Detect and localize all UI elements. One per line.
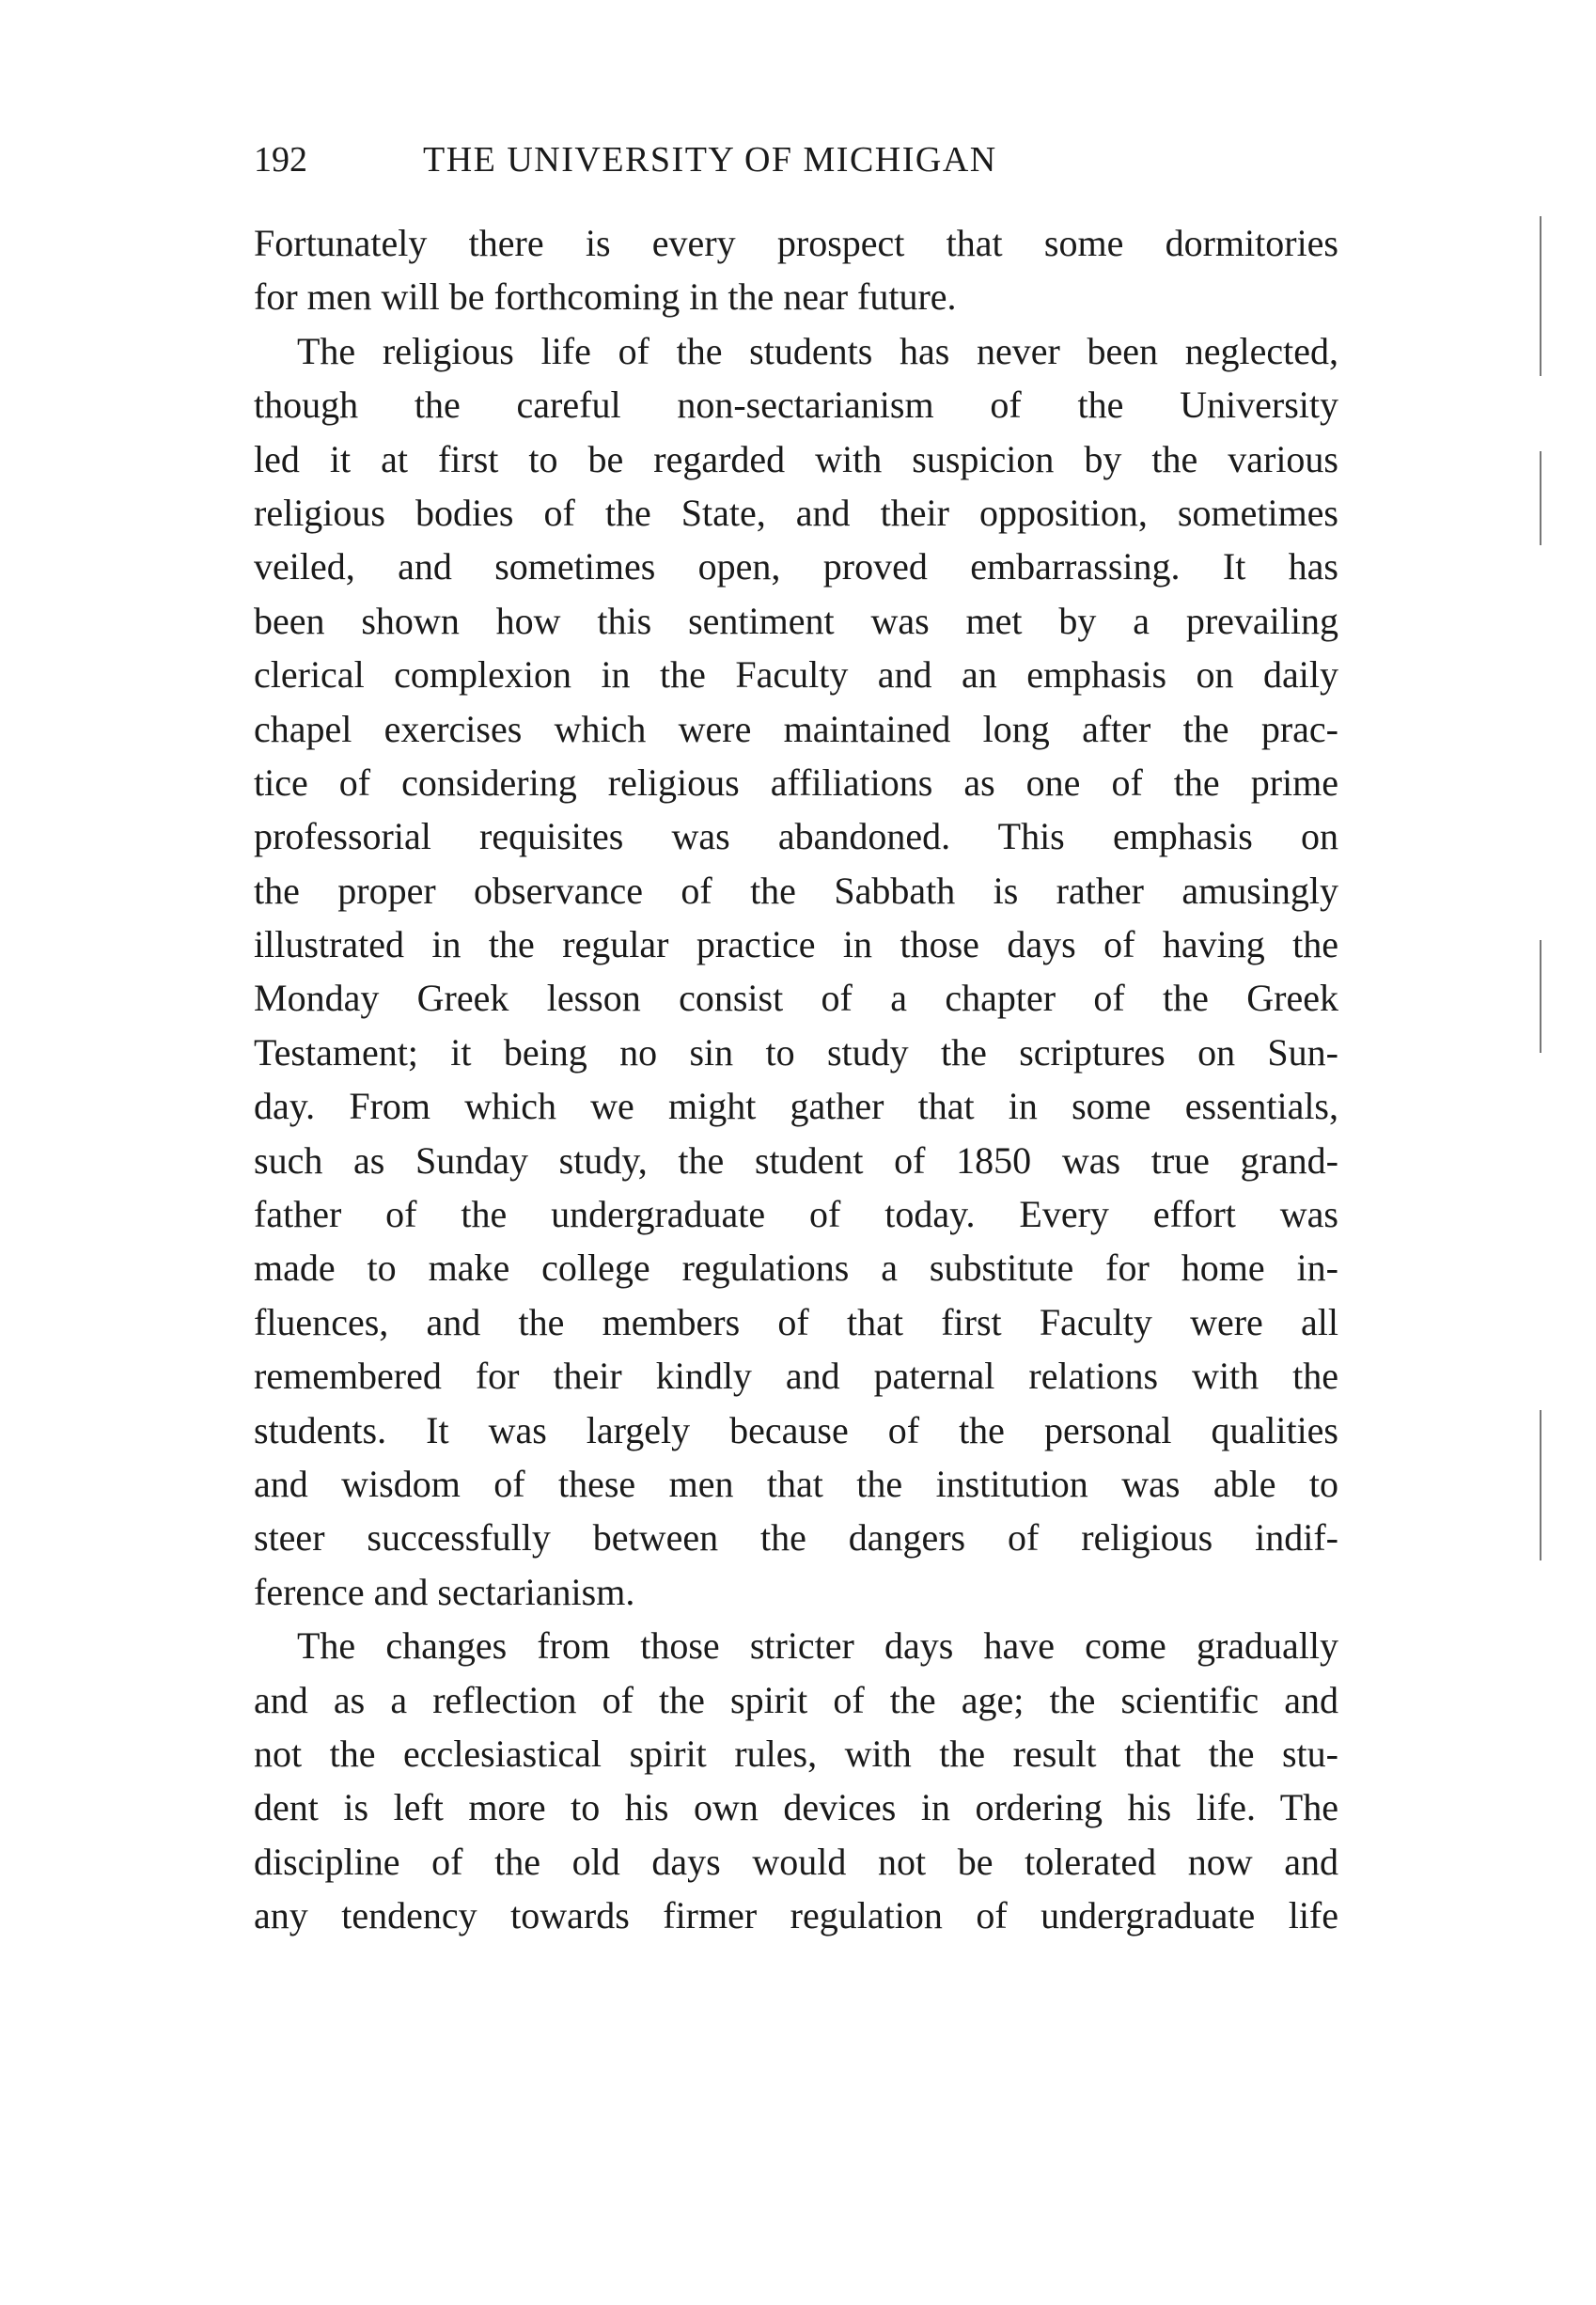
text-line: veiled, and sometimes open, proved embarrassing. It has (254, 545, 1338, 588)
text-line: clerical complexion in the Faculty and an emphasis on daily (254, 653, 1338, 697)
page-number: 192 (254, 140, 307, 180)
text-line: been shown how this sentiment was met by a prevailing (254, 599, 1338, 642)
text-line: and wisdom of these men that the institution was able to (254, 1462, 1338, 1505)
text-line: illustrated in the regular practice in those days of having the (254, 923, 1338, 966)
text-line: Fortunately there is every prospect that some dormitories (254, 222, 1338, 264)
text-line: dent is left more to his own devices in ordering his life. The (254, 1786, 1338, 1829)
text-line: steer successfully between the dangers of religious indif- (254, 1516, 1338, 1560)
text-line: The changes from those stricter days have come gradually (297, 1624, 1338, 1668)
running-header (254, 139, 1338, 186)
page-edge-shadow (1540, 940, 1541, 1053)
text-line: made to make college regulations a substitute for home in- (254, 1247, 1338, 1290)
text-line: chapel exercises which were maintained long after the prac- (254, 707, 1338, 750)
text-line: remembered for their kindly and paternal relations with the (254, 1355, 1338, 1398)
text-line: professorial requisites was abandoned. This emphasis on (254, 815, 1338, 858)
page-edge-shadow (1540, 216, 1541, 376)
text-line: such as Sunday study, the student of 1850 was true grand- (254, 1138, 1338, 1182)
page-edge-shadow (1540, 451, 1541, 545)
running-title: THE UNIVERSITY OF MICHIGAN (423, 140, 997, 180)
text-line: Testament; it being no sin to study the scriptures on Sun- (254, 1030, 1338, 1074)
text-line: ference and sectarianism. (254, 1570, 635, 1613)
text-line: day. From which we might gather that in some essentials, (254, 1085, 1338, 1128)
page-edge-shadow (1540, 1410, 1541, 1560)
text-line: the proper observance of the Sabbath is rather amusingly (254, 869, 1338, 912)
text-line: not the ecclesiastical spirit rules, with the result that the stu- (254, 1732, 1338, 1775)
text-line: religious bodies of the State, and their opposition, sometimes (254, 491, 1338, 534)
text-line: for men will be forthcoming in the near future. (254, 275, 957, 319)
text-line: fluences, and the members of that first Faculty were all (254, 1300, 1338, 1343)
text-line: and as a reflection of the spirit of the age; the scientific and (254, 1678, 1338, 1721)
text-line: students. It was largely because of the personal qualities (254, 1408, 1338, 1451)
text-line: led it at first to be regarded with suspicion by the various (254, 437, 1338, 480)
text-line: discipline of the old days would not be tolerated now and (254, 1840, 1338, 1883)
body-text (254, 216, 1338, 1943)
text-line: The religious life of the students has never been neglected, (297, 329, 1338, 372)
text-line: Monday Greek lesson consist of a chapter of the Greek (254, 977, 1338, 1020)
text-line: father of the undergraduate of today. Every effort was (254, 1193, 1338, 1236)
text-line: any tendency towards firmer regulation of undergraduate life (254, 1894, 1338, 1937)
text-line: though the careful non-sectarianism of the University (254, 384, 1338, 427)
text-line: tice of considering religious affiliations as one of the prime (254, 760, 1338, 804)
